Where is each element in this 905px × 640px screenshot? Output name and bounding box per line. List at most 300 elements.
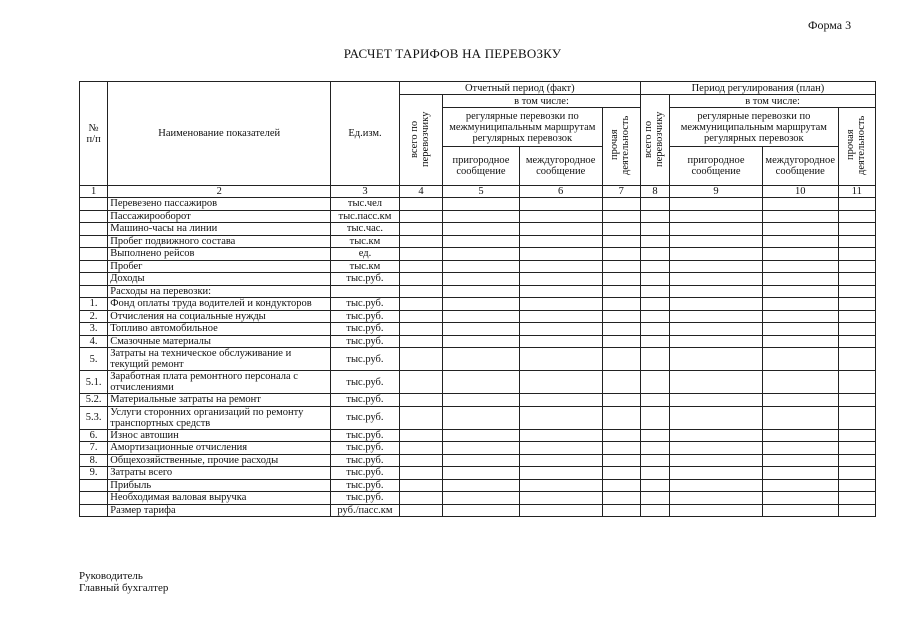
value-cell[interactable]	[762, 273, 838, 286]
value-cell[interactable]	[640, 335, 669, 348]
value-cell[interactable]	[602, 371, 640, 394]
value-cell[interactable]	[443, 371, 520, 394]
header-unit: Ед.изм.	[331, 82, 400, 186]
value-cell[interactable]	[640, 260, 669, 273]
row-unit: тыс.руб.	[331, 394, 400, 407]
row-indicator-name: Смазочные материалы	[108, 335, 331, 348]
row-indicator-name: Общехозяйственные, прочие расходы	[108, 454, 331, 467]
row-unit: тыс.руб.	[331, 273, 400, 286]
value-cell[interactable]	[838, 285, 875, 298]
value-cell[interactable]	[762, 223, 838, 236]
value-cell[interactable]	[443, 429, 520, 442]
value-cell[interactable]	[519, 467, 602, 480]
value-cell[interactable]	[602, 479, 640, 492]
row-indicator-name: Доходы	[108, 273, 331, 286]
value-cell[interactable]	[443, 223, 520, 236]
column-number: 3	[331, 186, 400, 198]
value-cell[interactable]	[670, 248, 763, 261]
value-cell[interactable]	[399, 210, 442, 223]
tariff-table	[79, 81, 876, 517]
value-cell[interactable]	[670, 442, 763, 455]
page-title: РАСЧЕТ ТАРИФОВ НА ПЕРЕВОЗКУ	[343, 46, 562, 61]
row-number	[80, 248, 108, 261]
value-cell[interactable]	[838, 235, 875, 248]
value-cell[interactable]	[838, 467, 875, 480]
table-row	[80, 454, 876, 467]
value-cell[interactable]	[443, 394, 520, 407]
value-cell[interactable]	[443, 406, 520, 429]
row-indicator-name: Расходы на перевозки:	[108, 285, 331, 298]
value-cell[interactable]	[838, 248, 875, 261]
row-number: 2.	[80, 310, 108, 323]
value-cell[interactable]	[670, 285, 763, 298]
header-fact-other	[602, 108, 640, 186]
value-cell[interactable]	[602, 260, 640, 273]
row-number	[80, 198, 108, 211]
header-fact-suburban: пригородное сообщение	[443, 147, 520, 186]
value-cell[interactable]	[443, 504, 520, 517]
value-cell[interactable]	[762, 394, 838, 407]
value-cell[interactable]	[640, 454, 669, 467]
value-cell[interactable]	[399, 467, 442, 480]
value-cell[interactable]	[443, 454, 520, 467]
table-row	[80, 371, 876, 394]
value-cell[interactable]	[443, 235, 520, 248]
table-row	[80, 248, 876, 261]
row-unit: тыс.км	[331, 235, 400, 248]
header-fact-in-number: в том числе:	[443, 95, 641, 108]
table-row	[80, 223, 876, 236]
value-cell[interactable]	[519, 371, 602, 394]
value-cell[interactable]	[670, 406, 763, 429]
value-cell[interactable]	[519, 394, 602, 407]
row-indicator-name: Выполнено рейсов	[108, 248, 331, 261]
value-cell[interactable]	[399, 298, 442, 311]
row-unit: тыс.руб.	[331, 479, 400, 492]
header-num-label: № п/п	[86, 122, 101, 145]
value-cell[interactable]	[399, 371, 442, 394]
value-cell[interactable]	[602, 198, 640, 211]
table-row	[80, 273, 876, 286]
value-cell[interactable]	[670, 504, 763, 517]
value-cell[interactable]	[602, 223, 640, 236]
value-cell[interactable]	[443, 335, 520, 348]
value-cell[interactable]	[670, 467, 763, 480]
value-cell[interactable]	[762, 310, 838, 323]
value-cell[interactable]	[670, 454, 763, 467]
value-cell[interactable]	[762, 235, 838, 248]
row-unit: тыс.руб.	[331, 310, 400, 323]
value-cell[interactable]	[838, 479, 875, 492]
header-plan-suburban: пригородное сообщение	[670, 147, 763, 186]
value-cell[interactable]	[602, 273, 640, 286]
row-number	[80, 235, 108, 248]
value-cell[interactable]	[640, 223, 669, 236]
row-unit: тыс.руб.	[331, 454, 400, 467]
value-cell[interactable]	[670, 210, 763, 223]
value-cell[interactable]	[838, 323, 875, 336]
row-indicator-name: Необходимая валовая выручка	[108, 492, 331, 505]
value-cell[interactable]	[443, 273, 520, 286]
value-cell[interactable]	[399, 479, 442, 492]
value-cell[interactable]	[670, 371, 763, 394]
value-cell[interactable]	[519, 348, 602, 371]
value-cell[interactable]	[519, 504, 602, 517]
value-cell[interactable]	[762, 429, 838, 442]
value-cell[interactable]	[838, 454, 875, 467]
value-cell[interactable]	[519, 248, 602, 261]
value-cell[interactable]	[838, 298, 875, 311]
value-cell[interactable]	[762, 348, 838, 371]
value-cell[interactable]	[762, 504, 838, 517]
row-number: 5.1.	[80, 371, 108, 394]
value-cell[interactable]	[640, 198, 669, 211]
value-cell[interactable]	[443, 298, 520, 311]
column-number: 1	[80, 186, 108, 198]
value-cell[interactable]	[399, 504, 442, 517]
value-cell[interactable]	[762, 248, 838, 261]
row-number: 1.	[80, 298, 108, 311]
row-unit: тыс.руб.	[331, 371, 400, 394]
row-number: 4.	[80, 335, 108, 348]
value-cell[interactable]	[519, 235, 602, 248]
value-cell[interactable]	[399, 235, 442, 248]
table-row	[80, 285, 876, 298]
value-cell[interactable]	[762, 479, 838, 492]
value-cell[interactable]	[399, 260, 442, 273]
row-unit: тыс.руб.	[331, 429, 400, 442]
table-row	[80, 198, 876, 211]
value-cell[interactable]	[670, 323, 763, 336]
table-row	[80, 467, 876, 480]
form-number: Форма 3	[808, 18, 852, 32]
value-cell[interactable]	[602, 429, 640, 442]
header-plan-intercity: междугородное сообщение	[762, 147, 838, 186]
value-cell[interactable]	[640, 323, 669, 336]
header-fact-regular: регулярные перевозки по межмуниципальным маршрутам регулярных перевозок	[443, 108, 602, 147]
row-unit: тыс.руб.	[331, 298, 400, 311]
header-plan-other-label: прочая деятельность	[844, 115, 867, 175]
row-number: 5.3.	[80, 406, 108, 429]
header-fact-other-label: прочая деятельность	[609, 115, 632, 175]
value-cell[interactable]	[519, 273, 602, 286]
value-cell[interactable]	[443, 198, 520, 211]
value-cell[interactable]	[399, 492, 442, 505]
value-cell[interactable]	[443, 479, 520, 492]
row-indicator-name: Прибыль	[108, 479, 331, 492]
value-cell[interactable]	[762, 442, 838, 455]
value-cell[interactable]	[602, 406, 640, 429]
value-cell[interactable]	[519, 406, 602, 429]
value-cell[interactable]	[640, 406, 669, 429]
value-cell[interactable]	[670, 310, 763, 323]
value-cell[interactable]	[519, 323, 602, 336]
value-cell[interactable]	[838, 371, 875, 394]
value-cell[interactable]	[602, 492, 640, 505]
value-cell[interactable]	[670, 198, 763, 211]
table-row	[80, 394, 876, 407]
value-cell[interactable]	[602, 235, 640, 248]
row-indicator-name: Отчисления на социальные нужды	[108, 310, 331, 323]
row-indicator-name: Амортизационные отчисления	[108, 442, 331, 455]
value-cell[interactable]	[399, 323, 442, 336]
row-number: 6.	[80, 429, 108, 442]
row-indicator-name: Износ автошин	[108, 429, 331, 442]
row-unit: ед.	[331, 248, 400, 261]
value-cell[interactable]	[838, 406, 875, 429]
value-cell[interactable]	[602, 323, 640, 336]
row-number: 9.	[80, 467, 108, 480]
row-indicator-name: Затраты всего	[108, 467, 331, 480]
table-row	[80, 479, 876, 492]
row-indicator-name: Машино-часы на линии	[108, 223, 331, 236]
header-fact-total-label: всего по перевозчику	[408, 110, 431, 167]
value-cell[interactable]	[443, 310, 520, 323]
value-cell[interactable]	[670, 223, 763, 236]
table-row	[80, 429, 876, 442]
table-row	[80, 210, 876, 223]
table-row	[80, 323, 876, 336]
row-indicator-name: Размер тарифа	[108, 504, 331, 517]
value-cell[interactable]	[838, 442, 875, 455]
table-row	[80, 504, 876, 517]
value-cell[interactable]	[399, 442, 442, 455]
header-fact-period: Отчетный период (факт)	[399, 82, 640, 95]
row-indicator-name: Пробег подвижного состава	[108, 235, 331, 248]
table-row	[80, 406, 876, 429]
value-cell[interactable]	[640, 429, 669, 442]
row-number	[80, 260, 108, 273]
value-cell[interactable]	[602, 248, 640, 261]
value-cell[interactable]	[670, 348, 763, 371]
value-cell[interactable]	[602, 394, 640, 407]
value-cell[interactable]	[838, 223, 875, 236]
value-cell[interactable]	[640, 298, 669, 311]
value-cell[interactable]	[640, 394, 669, 407]
value-cell[interactable]	[602, 504, 640, 517]
value-cell[interactable]	[838, 310, 875, 323]
value-cell[interactable]	[838, 429, 875, 442]
value-cell[interactable]	[640, 492, 669, 505]
value-cell[interactable]	[443, 323, 520, 336]
row-unit: тыс.руб.	[331, 467, 400, 480]
value-cell[interactable]	[519, 198, 602, 211]
column-number: 4	[399, 186, 442, 198]
row-indicator-name: Материальные затраты на ремонт	[108, 394, 331, 407]
value-cell[interactable]	[399, 198, 442, 211]
table-row	[80, 348, 876, 371]
value-cell[interactable]	[443, 442, 520, 455]
row-indicator-name: Затраты на техническое обслуживание и текущий ремонт	[108, 348, 331, 371]
value-cell[interactable]	[640, 442, 669, 455]
value-cell[interactable]	[519, 210, 602, 223]
value-cell[interactable]	[602, 442, 640, 455]
row-number	[80, 285, 108, 298]
value-cell[interactable]	[602, 210, 640, 223]
row-number: 5.	[80, 348, 108, 371]
value-cell[interactable]	[443, 492, 520, 505]
value-cell[interactable]	[399, 335, 442, 348]
table-row	[80, 235, 876, 248]
value-cell[interactable]	[762, 492, 838, 505]
row-number: 8.	[80, 454, 108, 467]
value-cell[interactable]	[519, 442, 602, 455]
value-cell[interactable]	[399, 394, 442, 407]
value-cell[interactable]	[640, 210, 669, 223]
value-cell[interactable]	[762, 467, 838, 480]
row-indicator-name: Пробег	[108, 260, 331, 273]
value-cell[interactable]	[762, 371, 838, 394]
value-cell[interactable]	[602, 335, 640, 348]
value-cell[interactable]	[519, 260, 602, 273]
row-unit: тыс.пасс.км	[331, 210, 400, 223]
table-body	[80, 198, 876, 517]
value-cell[interactable]	[762, 323, 838, 336]
row-unit: тыс.руб.	[331, 335, 400, 348]
header-name: Наименование показателей	[108, 82, 331, 186]
value-cell[interactable]	[762, 285, 838, 298]
value-cell[interactable]	[640, 248, 669, 261]
value-cell[interactable]	[519, 454, 602, 467]
row-number	[80, 504, 108, 517]
value-cell[interactable]	[602, 467, 640, 480]
value-cell[interactable]	[670, 335, 763, 348]
header-plan-total	[640, 95, 669, 186]
value-cell[interactable]	[762, 298, 838, 311]
value-cell[interactable]	[838, 198, 875, 211]
header-num	[80, 82, 108, 186]
value-cell[interactable]	[838, 260, 875, 273]
value-cell[interactable]	[399, 429, 442, 442]
row-unit	[331, 285, 400, 298]
value-cell[interactable]	[602, 310, 640, 323]
value-cell[interactable]	[399, 248, 442, 261]
value-cell[interactable]	[762, 210, 838, 223]
value-cell[interactable]	[399, 310, 442, 323]
value-cell[interactable]	[519, 492, 602, 505]
value-cell[interactable]	[443, 248, 520, 261]
table-row	[80, 492, 876, 505]
value-cell[interactable]	[443, 210, 520, 223]
value-cell[interactable]	[670, 260, 763, 273]
value-cell[interactable]	[519, 479, 602, 492]
value-cell[interactable]	[838, 273, 875, 286]
row-unit: тыс.руб.	[331, 348, 400, 371]
value-cell[interactable]	[670, 479, 763, 492]
row-unit: тыс.руб.	[331, 442, 400, 455]
row-unit: тыс.руб.	[331, 492, 400, 505]
row-number: 5.2.	[80, 394, 108, 407]
value-cell[interactable]	[443, 467, 520, 480]
value-cell[interactable]	[602, 348, 640, 371]
column-number: 2	[108, 186, 331, 198]
value-cell[interactable]	[838, 504, 875, 517]
column-number: 6	[519, 186, 602, 198]
value-cell[interactable]	[640, 310, 669, 323]
value-cell[interactable]	[399, 273, 442, 286]
row-unit: тыс.час.	[331, 223, 400, 236]
value-cell[interactable]	[602, 454, 640, 467]
value-cell[interactable]	[670, 273, 763, 286]
value-cell[interactable]	[670, 235, 763, 248]
row-indicator-name: Пассажирооборот	[108, 210, 331, 223]
table-row	[80, 260, 876, 273]
header-fact-intercity: междугородное сообщение	[519, 147, 602, 186]
footer-head: Руководитель	[79, 570, 143, 582]
table-row	[80, 335, 876, 348]
value-cell[interactable]	[443, 260, 520, 273]
value-cell[interactable]	[640, 467, 669, 480]
value-cell[interactable]	[640, 504, 669, 517]
value-cell[interactable]	[519, 223, 602, 236]
value-cell[interactable]	[838, 335, 875, 348]
value-cell[interactable]	[519, 335, 602, 348]
value-cell[interactable]	[399, 348, 442, 371]
value-cell[interactable]	[670, 429, 763, 442]
row-unit: тыс.руб.	[331, 323, 400, 336]
value-cell[interactable]	[640, 371, 669, 394]
column-number: 9	[670, 186, 763, 198]
value-cell[interactable]	[399, 454, 442, 467]
row-number	[80, 492, 108, 505]
value-cell[interactable]	[762, 454, 838, 467]
value-cell[interactable]	[762, 260, 838, 273]
row-indicator-name: Заработная плата ремонтного персонала с отчислениями	[108, 371, 331, 394]
value-cell[interactable]	[640, 285, 669, 298]
column-number-row	[80, 186, 876, 198]
value-cell[interactable]	[602, 298, 640, 311]
value-cell[interactable]	[602, 285, 640, 298]
row-indicator-name: Услуги сторонних организаций по ремонту транспортных средств	[108, 406, 331, 429]
value-cell[interactable]	[838, 210, 875, 223]
value-cell[interactable]	[670, 394, 763, 407]
value-cell[interactable]	[519, 310, 602, 323]
row-indicator-name: Перевезено пассажиров	[108, 198, 331, 211]
value-cell[interactable]	[838, 348, 875, 371]
table-row	[80, 298, 876, 311]
header-plan-in-number: в том числе:	[670, 95, 876, 108]
value-cell[interactable]	[640, 479, 669, 492]
row-number: 3.	[80, 323, 108, 336]
value-cell[interactable]	[762, 406, 838, 429]
value-cell[interactable]	[443, 285, 520, 298]
value-cell[interactable]	[762, 335, 838, 348]
value-cell[interactable]	[640, 348, 669, 371]
value-cell[interactable]	[519, 429, 602, 442]
value-cell[interactable]	[762, 198, 838, 211]
value-cell[interactable]	[519, 298, 602, 311]
value-cell[interactable]	[640, 273, 669, 286]
header-plan-other	[838, 108, 875, 186]
row-indicator-name: Топливо автомобильное	[108, 323, 331, 336]
value-cell[interactable]	[443, 348, 520, 371]
value-cell[interactable]	[640, 235, 669, 248]
column-number: 7	[602, 186, 640, 198]
column-number: 5	[443, 186, 520, 198]
row-number	[80, 223, 108, 236]
value-cell[interactable]	[838, 492, 875, 505]
value-cell[interactable]	[670, 492, 763, 505]
value-cell[interactable]	[670, 298, 763, 311]
row-unit: тыс.км	[331, 260, 400, 273]
value-cell[interactable]	[838, 394, 875, 407]
value-cell[interactable]	[399, 223, 442, 236]
value-cell[interactable]	[399, 406, 442, 429]
header-plan-period: Период регулирования (план)	[640, 82, 875, 95]
value-cell[interactable]	[519, 285, 602, 298]
value-cell[interactable]	[399, 285, 442, 298]
table-row	[80, 310, 876, 323]
